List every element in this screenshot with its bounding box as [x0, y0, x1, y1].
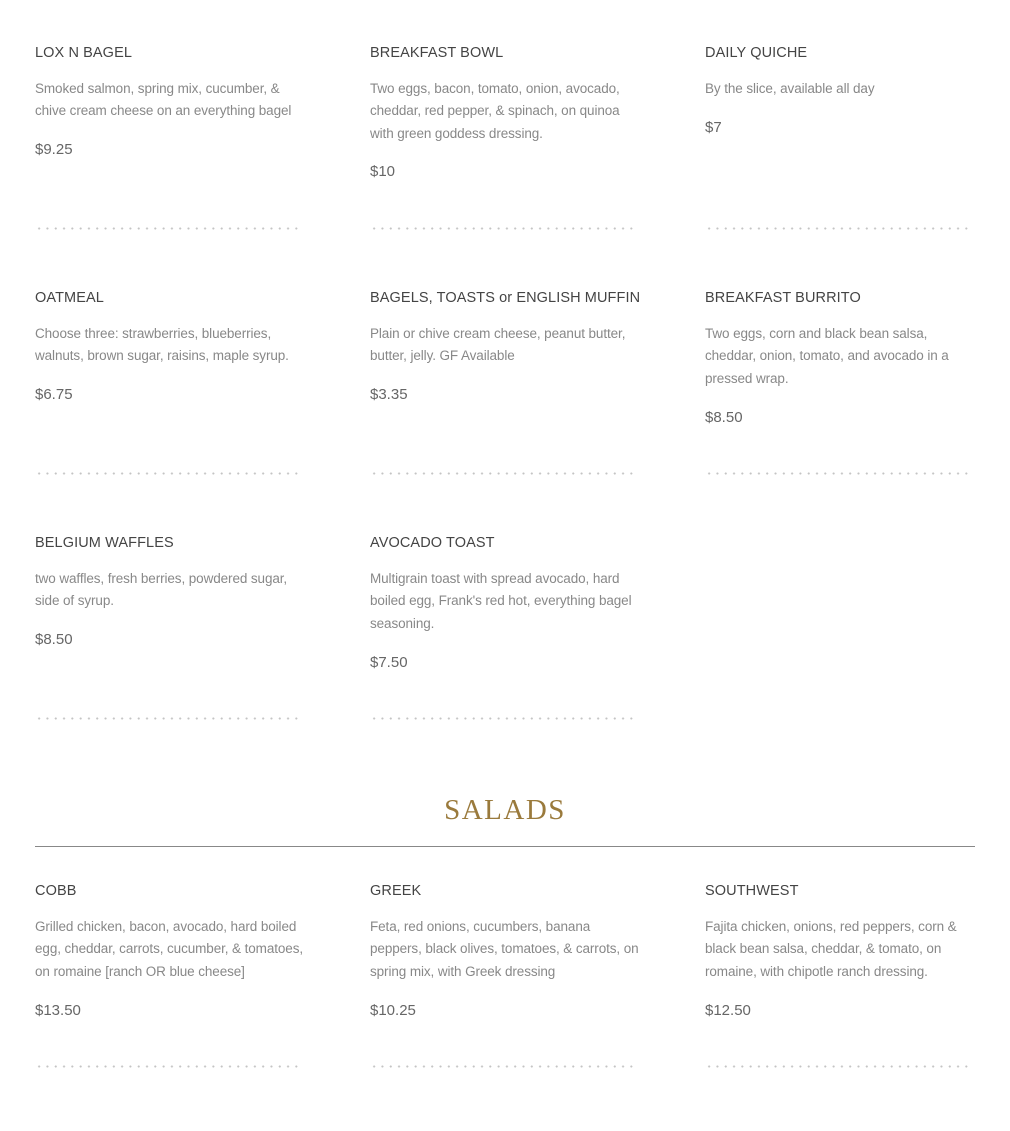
item-price: $8.50	[705, 409, 743, 426]
dotted-divider	[370, 227, 638, 230]
item-price: $12.50	[705, 1002, 751, 1019]
item-description: Grilled chicken, bacon, avocado, hard boiled egg, cheddar, carrots, cucumber, & tomatoes, on romaine [ranch OR blue cheese]	[35, 919, 303, 979]
item-name: COBB	[35, 883, 77, 899]
item-price: $10.25	[370, 1002, 416, 1019]
item-price: $13.50	[35, 1002, 81, 1019]
item-description: Two eggs, corn and black bean salsa, cheddar, onion, tomato, and avocado in a pressed wrap.	[705, 326, 949, 386]
dotted-divider	[370, 717, 638, 720]
dotted-divider	[35, 227, 303, 230]
item-description: Choose three: strawberries, blueberries, walnuts, brown sugar, raisins, maple syrup.	[35, 326, 289, 364]
dotted-divider	[35, 472, 303, 475]
item-name: GREEK	[370, 883, 422, 899]
section-title-salads: SALADS	[444, 794, 566, 826]
item-name: LOX N BAGEL	[35, 45, 132, 61]
item-description: Smoked salmon, spring mix, cucumber, & chive cream cheese on an everything bagel	[35, 81, 292, 119]
item-description: Fajita chicken, onions, red peppers, corn & black bean salsa, cheddar, & tomato, on romaine, with chipotle ranch dressing.	[705, 919, 957, 979]
item-name: BREAKFAST BURRITO	[705, 290, 861, 306]
dotted-divider	[370, 472, 638, 475]
item-description: Plain or chive cream cheese, peanut butter, butter, jelly. GF Available	[370, 326, 626, 364]
item-description: By the slice, available all day	[705, 81, 875, 96]
dotted-divider	[35, 1065, 303, 1068]
item-price: $7.50	[370, 654, 408, 671]
item-description: Feta, red onions, cucumbers, banana peppers, black olives, tomatoes, & carrots, on spring mix, with Greek dressing	[370, 919, 639, 979]
item-price: $8.50	[35, 631, 73, 648]
item-price: $6.75	[35, 386, 73, 403]
item-name: DAILY QUICHE	[705, 45, 808, 61]
item-name: AVOCADO TOAST	[370, 535, 495, 551]
dotted-divider	[705, 472, 973, 475]
item-price: $10	[370, 163, 396, 180]
item-name: BELGIUM WAFFLES	[35, 535, 174, 551]
section-divider	[35, 846, 975, 847]
dotted-divider	[35, 717, 303, 720]
item-name: BAGELS, TOASTS or ENGLISH MUFFIN	[370, 290, 641, 306]
item-name: OATMEAL	[35, 290, 104, 306]
item-description: Two eggs, bacon, tomato, onion, avocado, cheddar, red pepper, & spinach, on quinoa with green goddess dressing.	[370, 81, 620, 141]
item-description: Multigrain toast with spread avocado, hard boiled egg, Frank's red hot, everything bagel seasoning.	[370, 571, 632, 631]
dotted-divider	[705, 227, 973, 230]
dotted-divider	[705, 1065, 973, 1068]
item-name: SOUTHWEST	[705, 883, 799, 899]
item-price: $7	[705, 119, 722, 136]
item-description: two waffles, fresh berries, powdered sugar, side of syrup.	[35, 571, 288, 609]
item-price: $9.25	[35, 141, 73, 158]
item-price: $3.35	[370, 386, 408, 403]
item-name: BREAKFAST BOWL	[370, 45, 504, 61]
dotted-divider	[370, 1065, 638, 1068]
